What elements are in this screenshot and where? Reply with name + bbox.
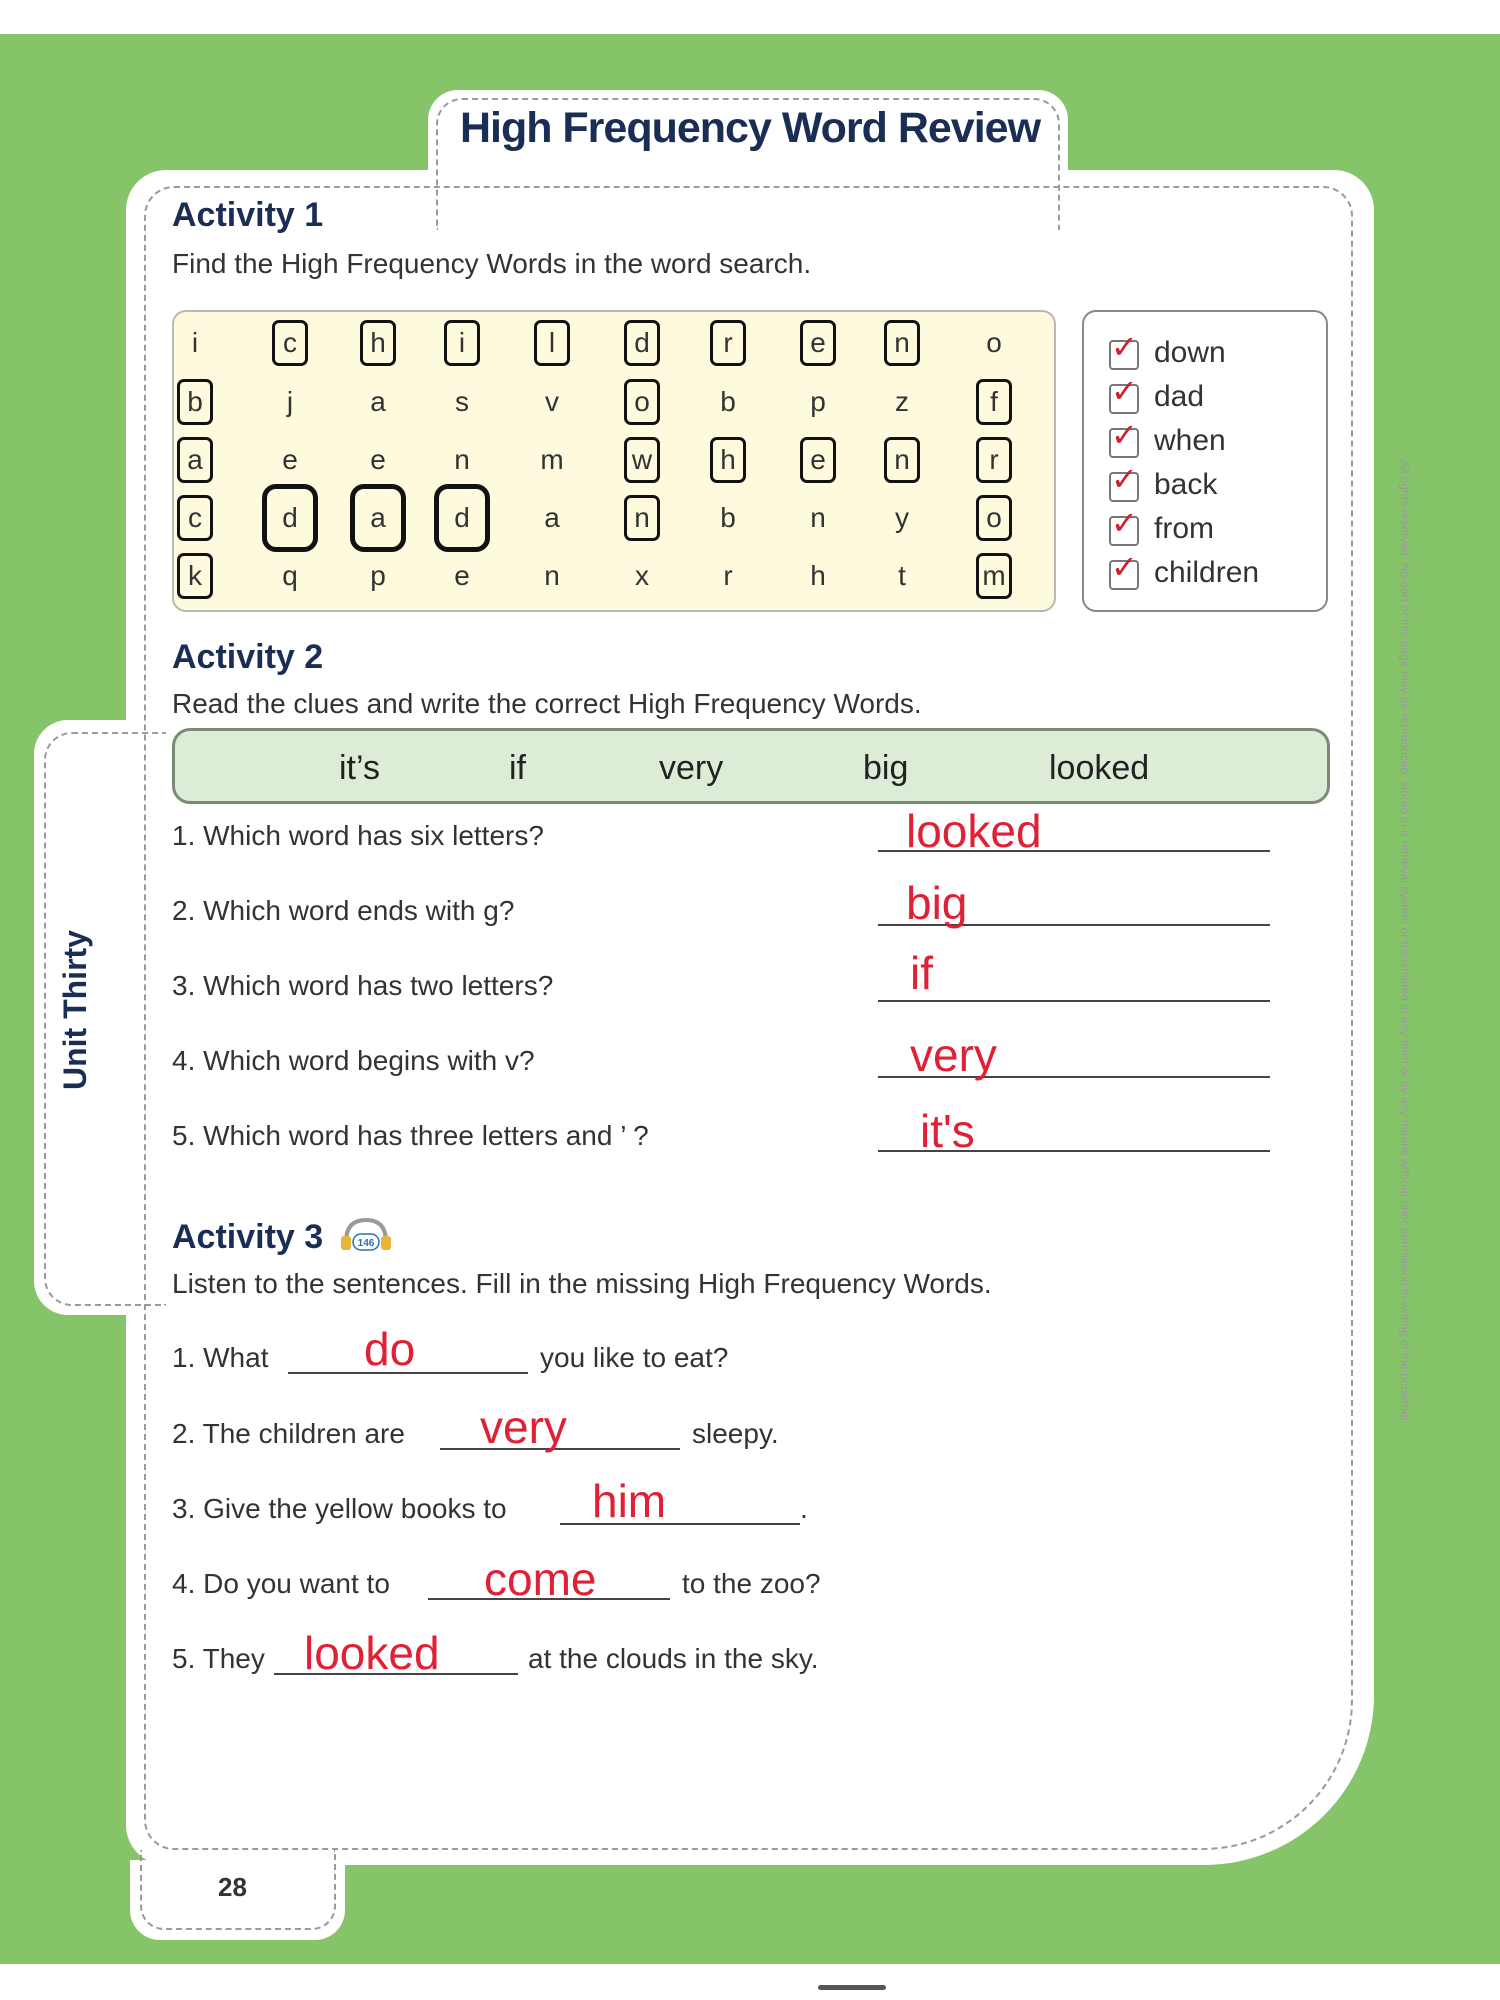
checklist-word: down xyxy=(1154,336,1226,369)
circled-grid-letter[interactable]: e xyxy=(800,320,836,366)
grid-letter[interactable]: a xyxy=(544,502,560,533)
circled-grid-letter[interactable]: h xyxy=(710,437,746,483)
handwritten-answer: big xyxy=(906,877,968,929)
circled-grid-letter[interactable]: m xyxy=(976,553,1012,599)
grid-letter[interactable]: a xyxy=(370,386,386,417)
activity2-heading: Activity 2 xyxy=(172,638,324,676)
grid-letter[interactable]: s xyxy=(455,386,469,417)
circled-grid-letter[interactable]: o xyxy=(624,379,660,425)
word-bank-item: very xyxy=(659,749,724,787)
sentence-end: . xyxy=(800,1493,808,1524)
bottom-strip xyxy=(0,1964,1500,2000)
circled-grid-letter[interactable]: r xyxy=(976,437,1012,483)
grid-letter[interactable]: y xyxy=(895,502,909,533)
circled-grid-letter[interactable]: o xyxy=(976,495,1012,541)
circled-grid-letter[interactable]: d xyxy=(624,320,660,366)
circled-grid-letter[interactable]: d xyxy=(262,484,318,552)
headphone-audio-icon[interactable] xyxy=(338,1216,394,1254)
grid-letter[interactable]: b xyxy=(720,386,736,417)
word-bank-item: big xyxy=(863,749,909,787)
checkmark-icon: ✓ xyxy=(1111,373,1138,409)
word-checklist xyxy=(1082,310,1328,612)
clue-question: 4. Which word begins with v? xyxy=(172,1045,535,1076)
grid-letter[interactable]: n xyxy=(810,502,826,533)
grid-letter[interactable]: n xyxy=(454,444,470,475)
checkmark-icon: ✓ xyxy=(1111,461,1138,497)
grid-letter[interactable]: p xyxy=(810,386,826,417)
clue-question: 3. Which word has two letters? xyxy=(172,970,554,1001)
sentence-start: 1. What xyxy=(172,1342,269,1373)
grid-letter[interactable]: e xyxy=(282,444,298,475)
sentence-end: you like to eat? xyxy=(540,1342,729,1373)
clue-question: 1. Which word has six letters? xyxy=(172,820,544,851)
activity3-instruction: Listen to the sentences. Fill in the missing High Frequency Words. xyxy=(172,1268,992,1299)
activity1-heading: Activity 1 xyxy=(172,196,324,234)
word-bank-item: it’s xyxy=(339,749,380,787)
checkmark-icon: ✓ xyxy=(1111,329,1138,365)
circled-grid-letter[interactable]: l xyxy=(534,320,570,366)
checkmark-icon: ✓ xyxy=(1111,417,1138,453)
checkmark-icon: ✓ xyxy=(1111,505,1138,541)
sentence-end: at the clouds in the sky. xyxy=(528,1643,819,1674)
grid-letter[interactable]: q xyxy=(282,560,298,591)
grid-letter[interactable]: e xyxy=(454,560,470,591)
handwritten-answer: very xyxy=(910,1029,997,1081)
handwritten-answer: do xyxy=(364,1323,416,1375)
sentence-start: 4. Do you want to xyxy=(172,1568,390,1599)
grid-letter[interactable]: n xyxy=(544,560,560,591)
circled-grid-letter[interactable]: r xyxy=(710,320,746,366)
handwritten-answer: very xyxy=(480,1401,567,1453)
circled-grid-letter[interactable]: f xyxy=(976,379,1012,425)
circled-grid-letter[interactable]: c xyxy=(177,495,213,541)
handwritten-answer: come xyxy=(484,1553,597,1605)
word-bank-item: if xyxy=(509,749,526,787)
activity2-instruction: Read the clues and write the correct High Frequency Words. xyxy=(172,688,922,719)
activity1-instruction: Find the High Frequency Words in the word search. xyxy=(172,248,812,279)
checklist-word: when xyxy=(1154,424,1226,457)
grid-letter[interactable]: p xyxy=(370,560,386,591)
grid-letter[interactable]: t xyxy=(898,560,906,591)
handwritten-answer: looked xyxy=(304,1627,440,1679)
checkmark-icon: ✓ xyxy=(1111,549,1138,585)
word-bank-item: looked xyxy=(1049,749,1150,787)
handwritten-answer: if xyxy=(910,947,933,999)
copyright-notice: All rights reserved. No part of this page may be reproduced, stored in a retrieval system or transmitted in any form or by any means without prior permission in writing of the publisher. xyxy=(1398,460,1412,1425)
sentence-end: to the zoo? xyxy=(682,1568,821,1599)
circled-grid-letter[interactable]: n xyxy=(624,495,660,541)
sentence-start: 5. They xyxy=(172,1643,265,1674)
circled-grid-letter[interactable]: i xyxy=(444,320,480,366)
grid-letter[interactable]: z xyxy=(895,386,909,417)
word-bank xyxy=(172,728,1330,804)
activity3-heading: Activity 3 xyxy=(172,1218,324,1256)
circled-grid-letter[interactable]: k xyxy=(177,553,213,599)
grid-letter[interactable]: b xyxy=(720,502,736,533)
checklist-word: back xyxy=(1154,468,1218,501)
circled-grid-letter[interactable]: d xyxy=(434,484,490,552)
grid-letter[interactable]: v xyxy=(545,386,559,417)
grid-letter[interactable]: m xyxy=(540,444,564,475)
clue-question: 2. Which word ends with g? xyxy=(172,895,515,926)
checklist-word: children xyxy=(1154,556,1260,589)
grid-letter[interactable]: j xyxy=(286,386,294,417)
handwritten-answer: it's xyxy=(920,1105,975,1157)
sentence-start: 2. The children are xyxy=(172,1418,405,1449)
unit-label: Unit Thirty xyxy=(57,930,93,1090)
circled-grid-letter[interactable]: a xyxy=(350,484,406,552)
circled-grid-letter[interactable]: n xyxy=(884,437,920,483)
circled-grid-letter[interactable]: n xyxy=(884,320,920,366)
sentence-start: 3. Give the yellow books to xyxy=(172,1493,507,1524)
page-title: High Frequency Word Review xyxy=(459,104,1041,152)
audio-track-number: 146 xyxy=(357,1238,375,1249)
circled-grid-letter[interactable]: c xyxy=(272,320,308,366)
circled-grid-letter[interactable]: h xyxy=(360,320,396,366)
home-indicator[interactable] xyxy=(818,1985,886,1990)
grid-letter[interactable]: r xyxy=(723,560,733,591)
circled-grid-letter[interactable]: a xyxy=(177,437,213,483)
handwritten-answer: looked xyxy=(906,805,1042,857)
answer-line[interactable] xyxy=(878,1000,1270,1002)
grid-letter[interactable]: o xyxy=(986,327,1002,358)
sentence-end: sleepy. xyxy=(692,1418,779,1449)
circled-grid-letter[interactable]: e xyxy=(800,437,836,483)
grid-letter[interactable]: h xyxy=(810,560,826,591)
grid-letter[interactable]: x xyxy=(635,560,649,591)
grid-letter[interactable]: e xyxy=(370,444,386,475)
handwritten-answer: him xyxy=(592,1475,667,1527)
grid-letter[interactable]: i xyxy=(191,327,199,358)
clue-question: 5. Which word has three letters and ’ ? xyxy=(172,1120,649,1151)
circled-grid-letter[interactable]: b xyxy=(177,379,213,425)
circled-grid-letter[interactable]: w xyxy=(624,437,660,483)
checklist-word: from xyxy=(1154,512,1214,545)
page-number: 28 xyxy=(218,1872,247,1902)
checklist-word: dad xyxy=(1154,380,1205,413)
